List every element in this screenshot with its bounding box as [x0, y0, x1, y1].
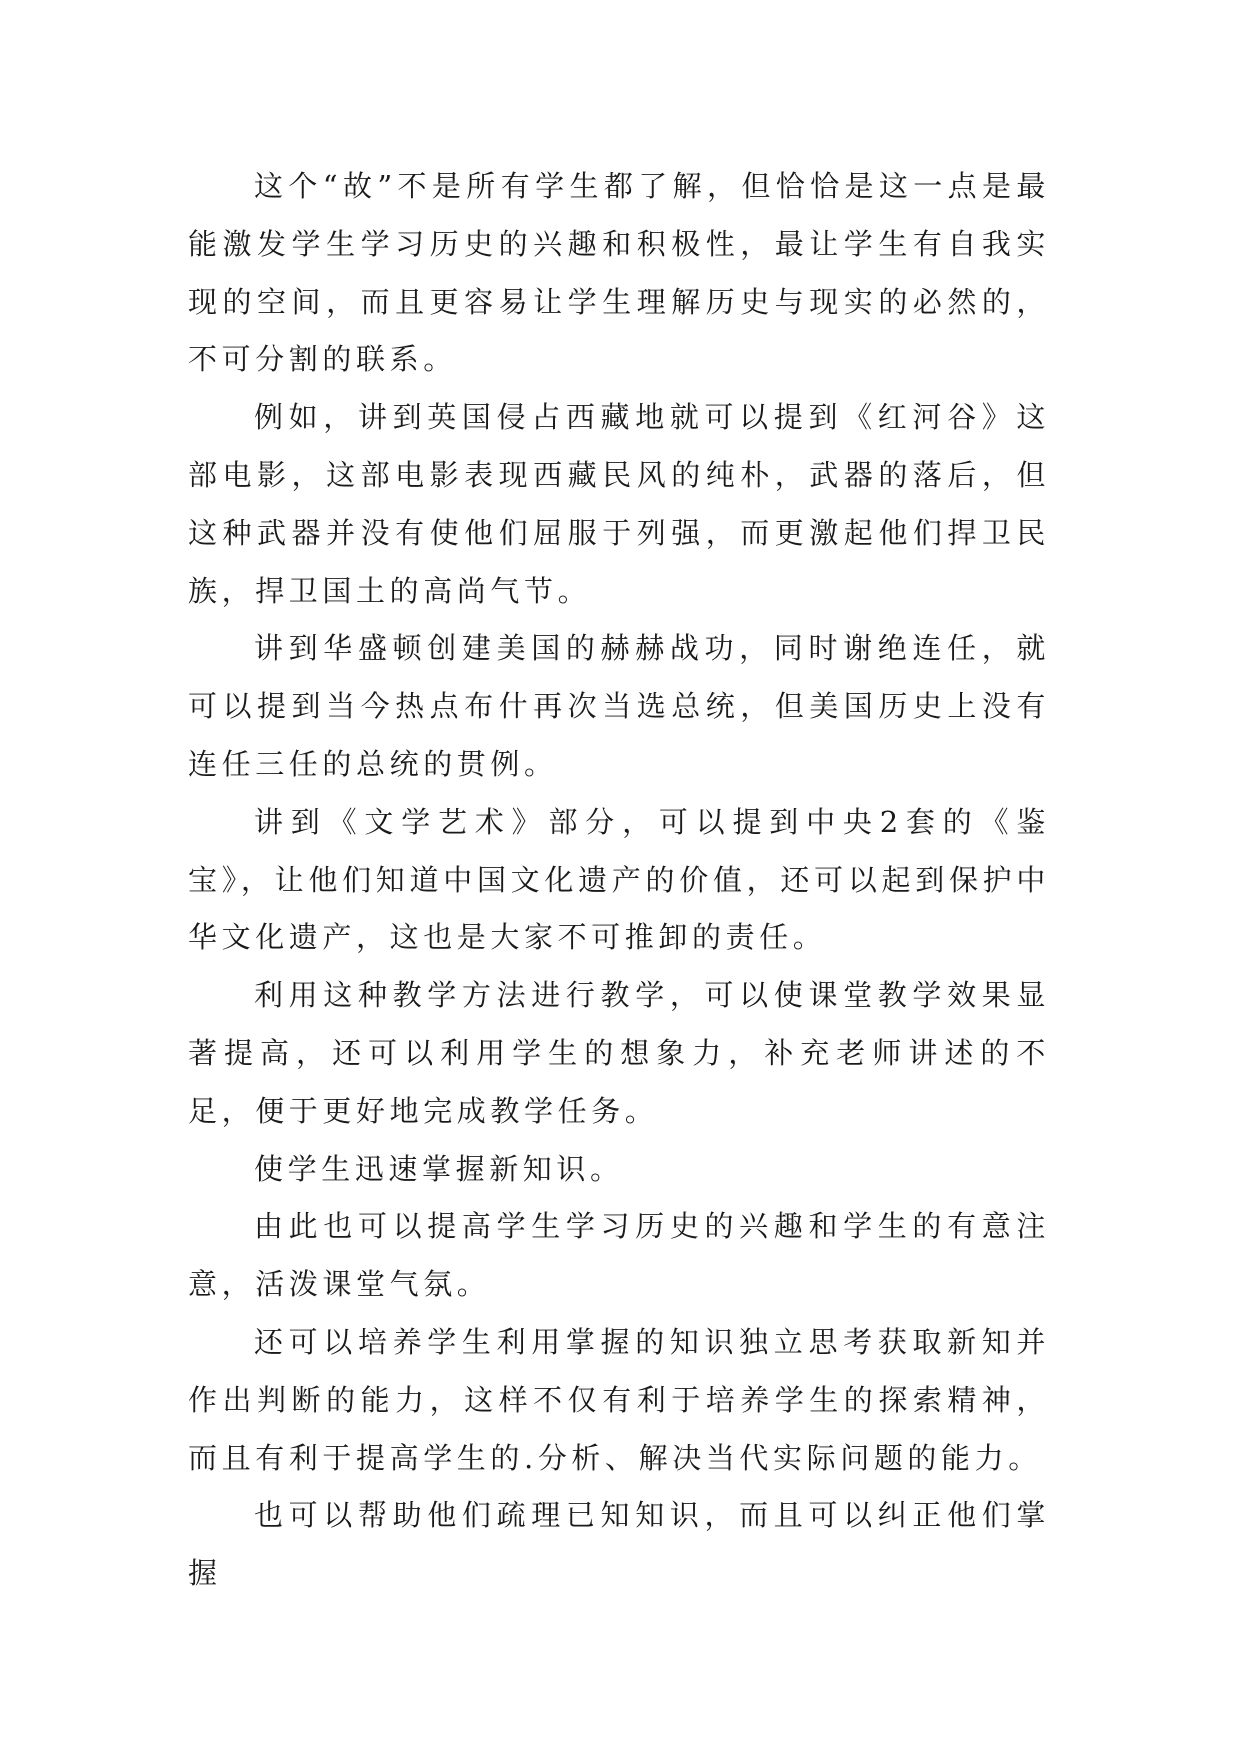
paragraph: 还可以培养学生利用掌握的知识独立思考获取新知并作出判断的能力，这样不仅有利于培养学生的探索精神，而且有利于提高学生的.分析、解决当代实际问题的能力。	[188, 1324, 1050, 1475]
paragraph: 使学生迅速掌握新知识。	[254, 1151, 624, 1186]
paragraph: 也可以帮助他们疏理已知知识，而且可以纠正他们掌握	[188, 1498, 1050, 1591]
paragraph: 讲到《文学艺术》部分，可以提到中央2套的《鉴宝》，让他们知道中国文化遗产的价值，还可以起到保护中华文化遗产，这也是大家不可推卸的责任。	[188, 804, 1050, 955]
document-body	[188, 158, 1050, 1603]
paragraph: 例如，讲到英国侵占西藏地就可以提到《红河谷》这部电影，这部电影表现西藏民风的纯朴，武器的落后，但这种武器并没有使他们屈服于列强，而更激起他们捍卫民族，捍卫国土的高尚气节。	[188, 400, 1050, 608]
paragraph: 这个“故”不是所有学生都了解，但恰恰是这一点是最能激发学生学习历史的兴趣和积极性，最让学生有自我实现的空间，而且更容易让学生理解历史与现实的必然的，不可分割的联系。	[188, 169, 1050, 377]
paragraph: 讲到华盛顿创建美国的赫赫战功，同时谢绝连任，就可以提到当今热点布什再次当选总统，但美国历史上没有连任三任的总统的贯例。	[188, 631, 1050, 781]
paragraph: 由此也可以提高学生学习历史的兴趣和学生的有意注意，活泼课堂气氛。	[188, 1209, 1050, 1302]
paragraph: 利用这种教学方法进行教学，可以使课堂教学效果显著提高，还可以利用学生的想象力，补充老师讲述的不足，便于更好地完成教学任务。	[188, 978, 1050, 1128]
